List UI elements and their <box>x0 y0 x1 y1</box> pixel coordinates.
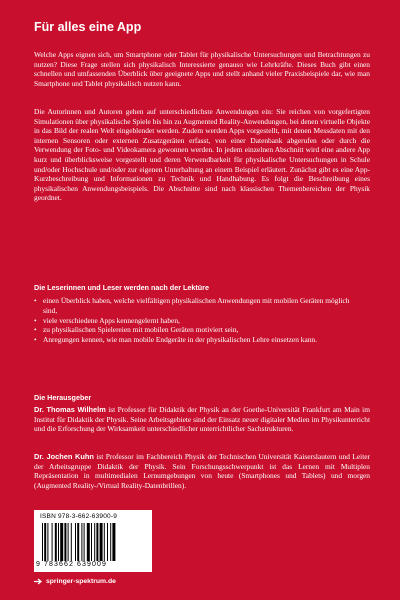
editor-bio-kuhn <box>34 452 370 490</box>
intro-paragraph: Welche Apps eignen sich, um Smartphone oder Tablet für physikalische Untersuchungen und Betrachtungen zu nutzen? Diese Frage stellen sich physikalisch Interessierte genauso wie Lehrkräfte. Dieses Buch gibt einen schnellen und umfassenden Überblick über geeignete Apps und stellt anhand vieler Praxisbeispiele dar, wie man Smartphone und Tablet physikalisch nutzen kann. <box>34 50 370 88</box>
description-paragraph: Die Autorinnen und Autoren gehen auf unterschiedlichste Anwendungen ein: Sie reichen von vorgefertigten Simulationen über physikalische Spiele bis hin zu Augmented Reality-Anwendungen, bei denen virtuelle Objekte in das Bild der realen Welt eingeblendet werden. Zudem werden Apps vorgestellt, mit denen Messdaten mit den internen Sensoren oder externen Zusatzgeräten erfasst, von einer Datenbank abgerufen oder durch die Verwendung der Foto- und Videokamera gewonnen werden. In jedem einzelnen Abschnitt wird eine andere App kurz und überblicksweise vorgestellt und deren Verwendbarkeit für physikalische Untersuchungen in Schule und/oder Hochschule und/oder zur eigenen Unterhaltung an einem Beispiel erläutert. Zunächst gibt es eine App-Kurzbeschreibung und Informationen zu Technik und Handhabung. Es folgt die Beschreibung eines physikalischen Anwendungsbeispiels. Die Abschnitte sind nach klassischen Themenbereichen der Physik geordnet. <box>34 107 370 203</box>
publisher-url[interactable]: springer-spektrum.de <box>46 578 116 585</box>
editor-bio-wilhelm <box>34 405 370 434</box>
barcode-bars <box>42 523 144 561</box>
list-item: • zu physikalischen Spielereien mit mobilen Geräten motiviert sein, <box>34 325 364 335</box>
publisher-footer[interactable] <box>34 578 116 585</box>
editor-name: Dr. Thomas Wilhelm <box>34 405 106 414</box>
list-item: • Anregungen kennen, wie man mobile Endgeräte in der physikalischen Lehre einsetzen kann. <box>34 335 364 345</box>
editor-bio-text: ist Professor im Fachbereich Physik der Technischen Universität Kaiserslautern und Leiter der Arbeitsgruppe Didaktik der Physik. Sein Forschungsschwerpunkt ist das Lernen mit Multiplen Repräsentation in multimedialen Lernumgebungen von heute (Smartphones und Tablets) und morgen (Augmented Reality-/Virtual Reality-Datenbrillen). <box>34 452 370 490</box>
editor-name: Dr. Jochen Kuhn <box>34 452 94 461</box>
arrow-icon <box>34 578 43 585</box>
readers-heading: Die Leserinnen und Leser werden nach der Lektüre <box>34 283 209 292</box>
list-item: • viele verschiedene Apps kennengelernt haben, <box>34 316 364 326</box>
editors-heading: Die Herausgeber <box>34 393 92 402</box>
editor-bio-text: ist Professor für Didaktik der Physik an der Goethe-Universität Frankfurt am Main im Institut für Didaktik der Physik. Seine Arbeitsgebiete sind der Einsatz neuer digitaler Medien im Physikunterricht und die Erforschung der Wirksamkeit unterschiedlicher unterrichtlicher Sachstrukturen. <box>34 405 370 434</box>
list-item: • einen Überblick haben, welche vielfältigen physikalischen Anwendungen mit mobilen Geräten möglich sind, <box>34 296 364 316</box>
back-cover-title: Für alles eine App <box>34 20 142 34</box>
isbn-label: ISBN 978-3-662-63900-9 <box>40 513 118 520</box>
barcode-digits: 9 783662 639009 <box>36 561 107 568</box>
reader-benefits-list <box>34 296 364 345</box>
isbn-barcode <box>34 510 152 572</box>
